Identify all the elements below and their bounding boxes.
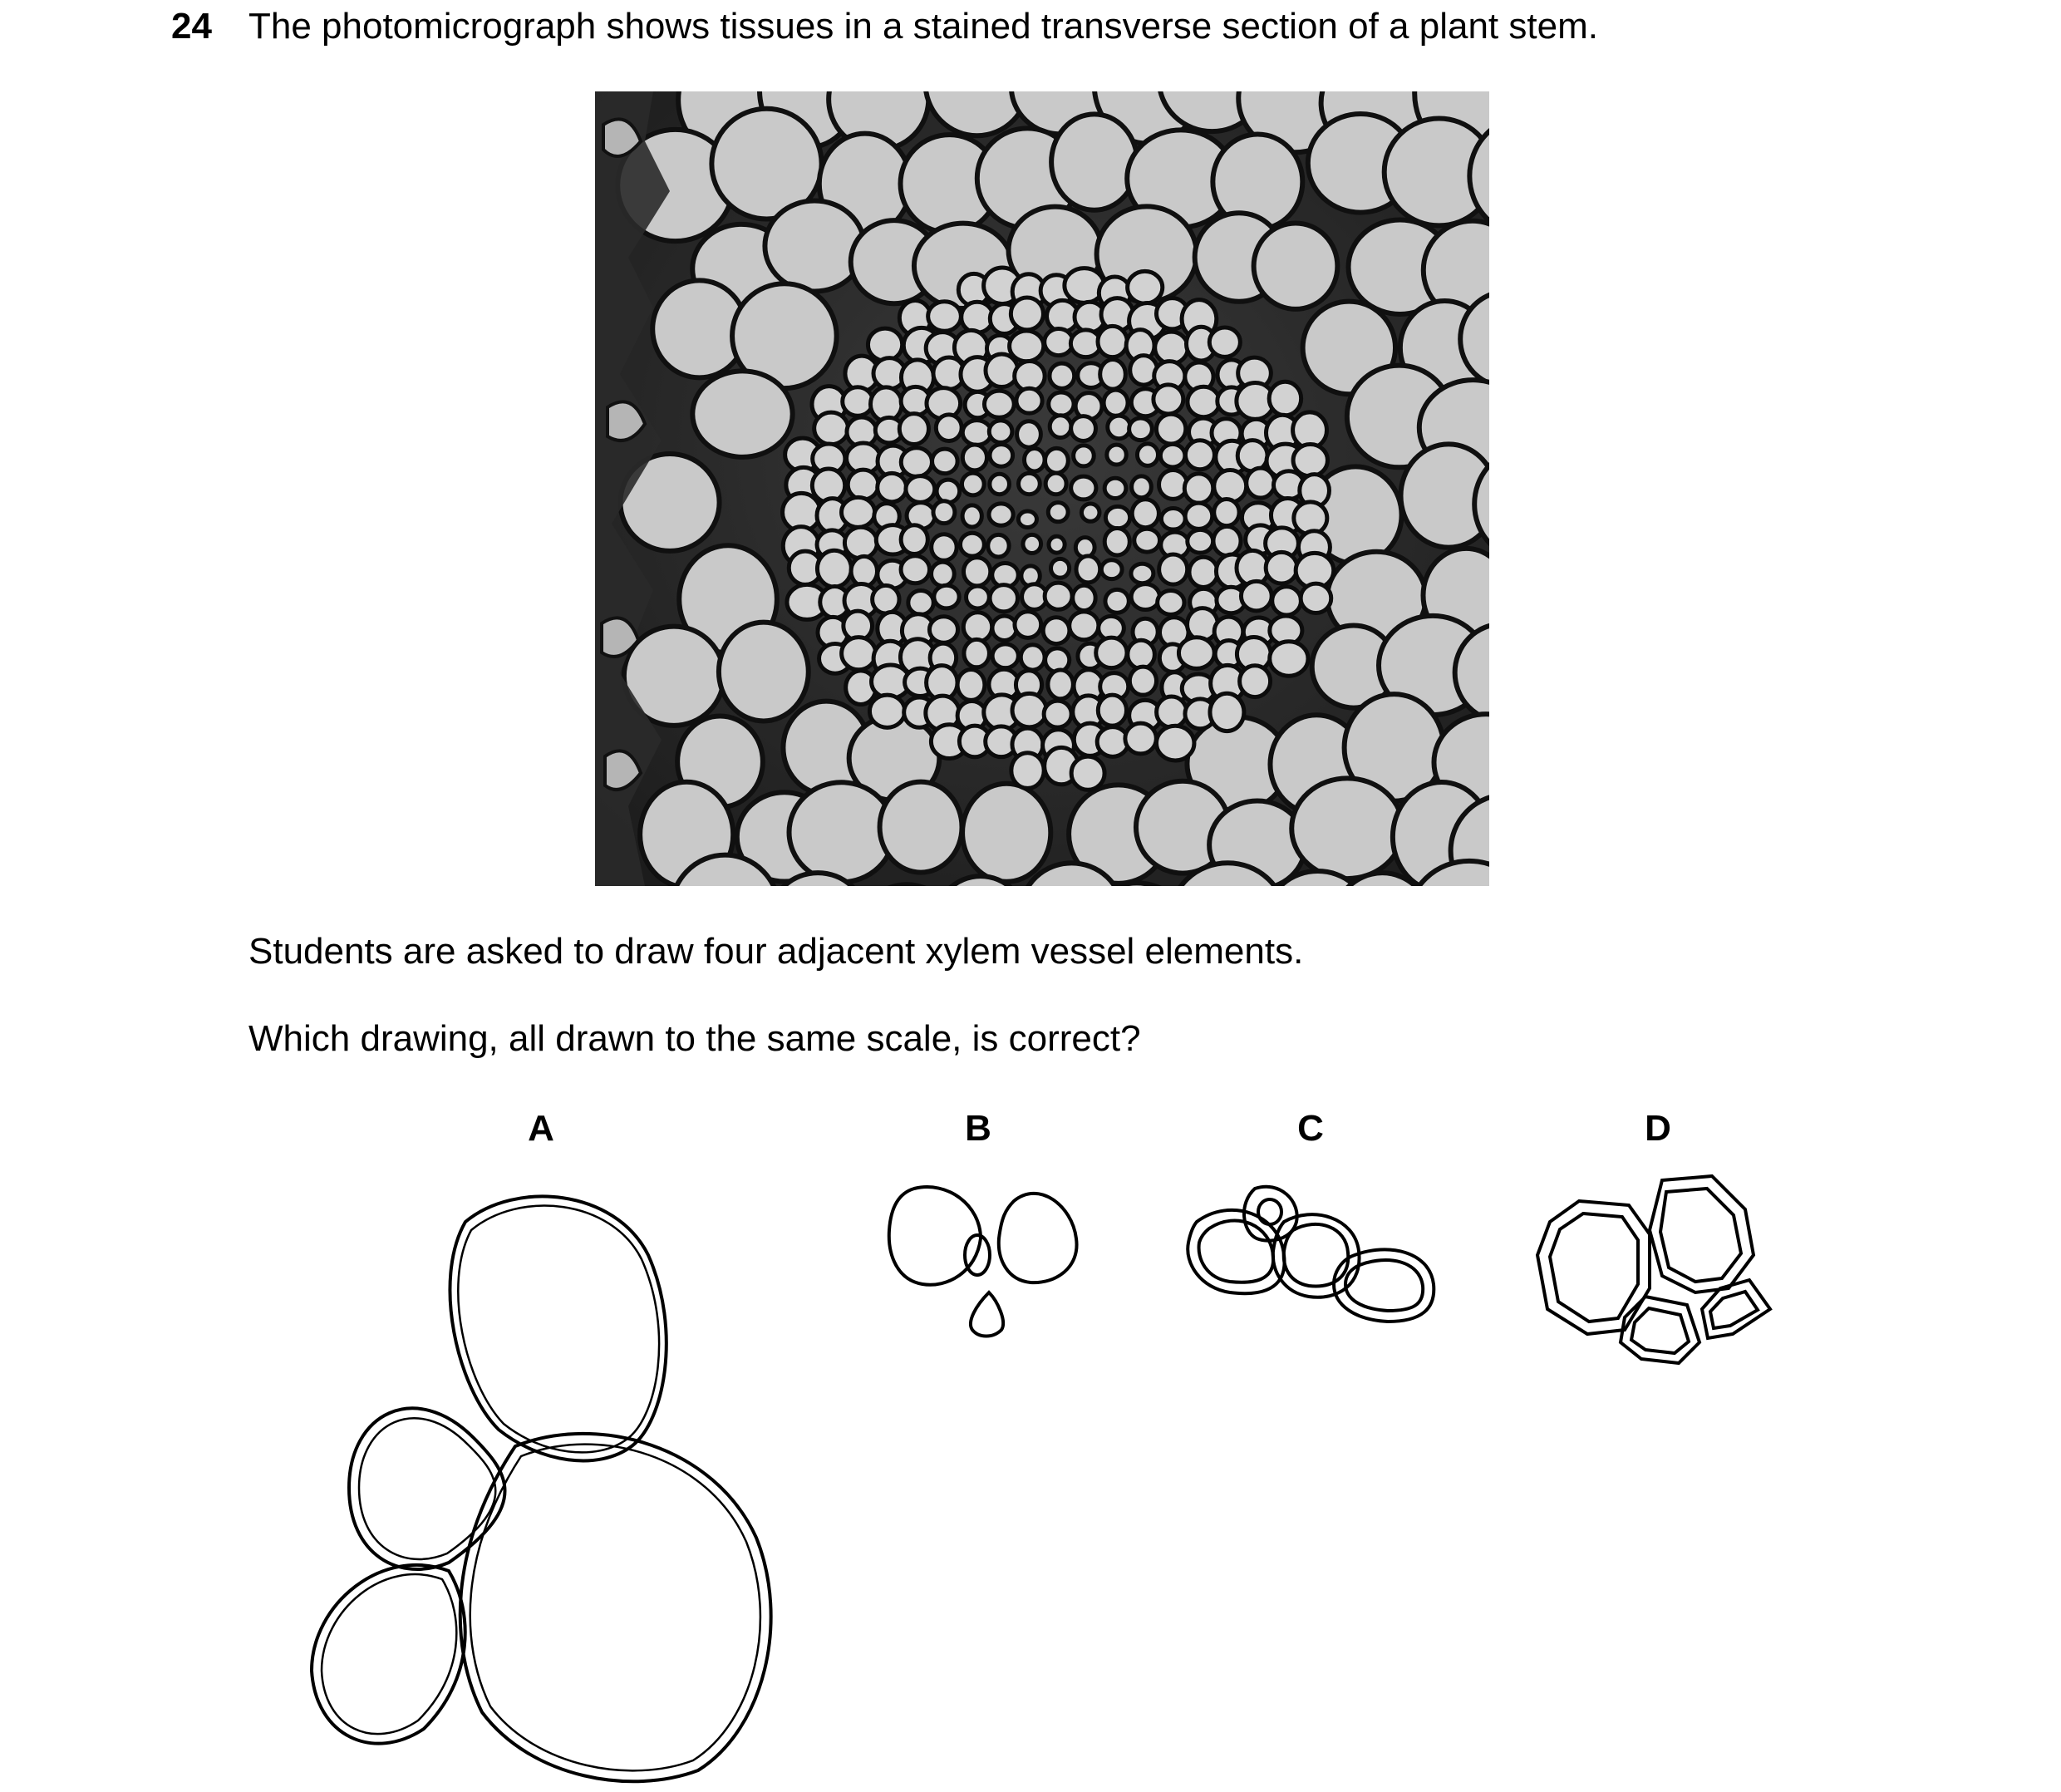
drawing-b-cell xyxy=(971,1292,1003,1337)
drawing-d xyxy=(1537,1176,1770,1363)
drawing-a-cell xyxy=(349,1408,505,1569)
question-stem: The photomicrograph shows tissues in a stained transverse section of a plant stem. xyxy=(248,6,1598,47)
drawing-a-cell xyxy=(460,1434,771,1781)
prompt-text: Which drawing, all drawn to the same scale, is correct? xyxy=(248,1018,1141,1059)
drawing-b xyxy=(889,1187,1077,1336)
option-label-b: B xyxy=(965,1108,991,1149)
drawing-d-cell-inner xyxy=(1660,1189,1741,1282)
drawing-a xyxy=(312,1196,771,1781)
instruction-text: Students are asked to draw four adjacent xylem vessel elements. xyxy=(248,931,1304,972)
option-label-d: D xyxy=(1645,1108,1671,1149)
drawing-b-cell xyxy=(999,1194,1077,1282)
drawing-d-cell xyxy=(1537,1201,1650,1334)
drawing-c xyxy=(1188,1187,1434,1322)
drawing-c-cell-inner xyxy=(1345,1260,1423,1311)
option-label-c: C xyxy=(1297,1108,1324,1149)
question-number: 24 xyxy=(171,6,212,47)
drawing-a-cell xyxy=(450,1196,666,1460)
drawing-a-cell-inner xyxy=(470,1445,760,1771)
drawing-d-cell-inner xyxy=(1631,1308,1689,1353)
drawing-b-cell xyxy=(889,1187,981,1285)
option-label-a: A xyxy=(528,1108,554,1149)
drawing-d-cell-inner xyxy=(1550,1214,1638,1322)
drawing-c-cell-inner xyxy=(1284,1224,1349,1287)
drawing-a-cell xyxy=(312,1565,465,1744)
drawing-c-cell-inner xyxy=(1199,1220,1274,1282)
